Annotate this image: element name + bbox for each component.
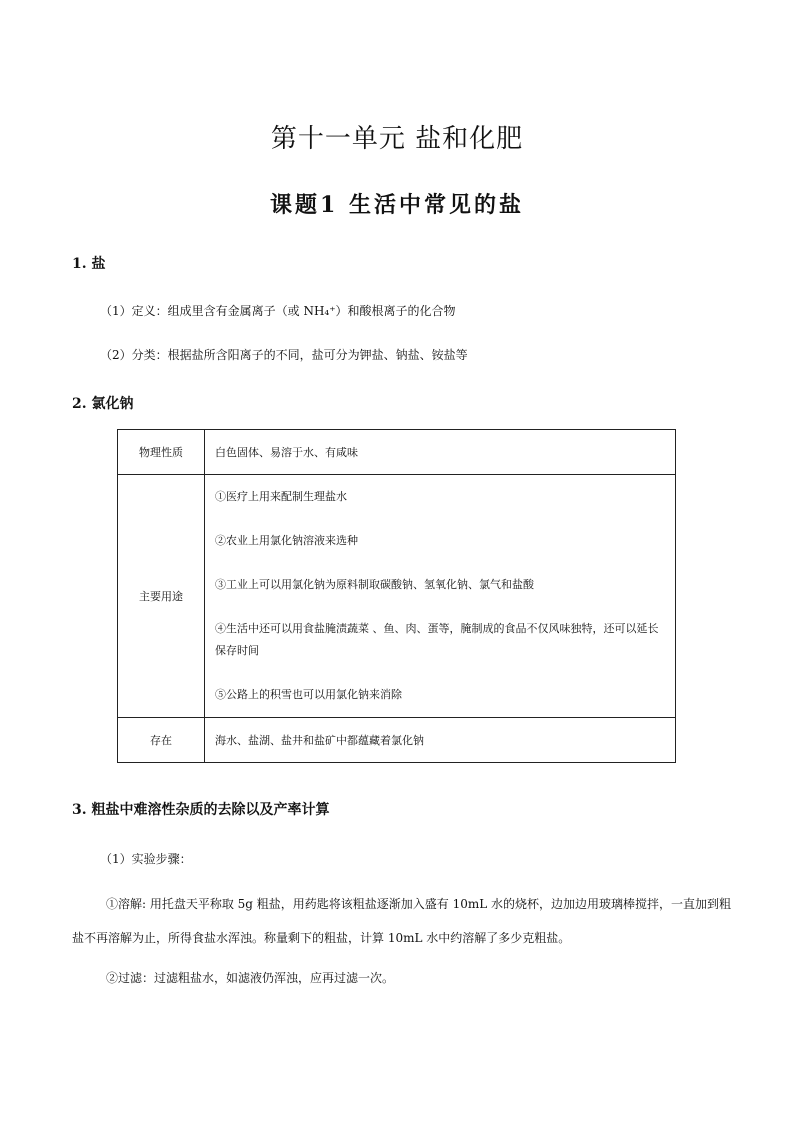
experiment-steps-label: （1）实验步骤： — [100, 852, 192, 866]
main-uses-label: 主要用途 — [118, 475, 205, 718]
existence-value: 海水、盐湖、盐井和盐矿中都蕴藏着氯化钠 — [205, 718, 676, 763]
lesson-title: 课题1 生活中常见的盐 — [270, 192, 524, 218]
nacl-properties-table — [117, 429, 676, 763]
table-row — [118, 718, 676, 763]
section-heading-nacl: 2. 氯化钠 — [72, 396, 134, 412]
salt-classification: （2）分类：根据盐所含阳离子的不同，盐可分为钾盐、钠盐、铵盐等 — [100, 348, 468, 362]
use-item: ②农业上用氯化钠溶液来选种 — [215, 534, 358, 547]
section-heading-salt: 1. 盐 — [72, 256, 106, 272]
physical-properties-value: 白色固体、易溶于水、有咸味 — [205, 430, 676, 475]
use-item: ①医疗上用来配制生理盐水 — [215, 490, 347, 503]
use-item: ④生活中还可以用食盐腌渍蔬菜 、鱼、肉、蛋等，腌制成的食品不仅风味独特，还可以延长保存时间 — [215, 622, 659, 657]
table-row — [118, 475, 676, 718]
salt-definition: （1）定义：组成里含有金属离子（或 NH₄⁺）和酸根离子的化合物 — [100, 304, 456, 318]
step-filter: ②过滤：过滤粗盐水，如滤液仍浑浊，应再过滤一次。 — [106, 971, 395, 985]
main-uses-list — [205, 475, 676, 718]
use-item: ③工业上可以用氯化钠为原料制取碳酸钠、氢氧化钠、氯气和盐酸 — [215, 578, 534, 591]
section-heading-crude-salt: 3. 粗盐中难溶性杂质的去除以及产率计算 — [72, 802, 330, 818]
step-dissolve: ①溶解: 用托盘天平称取 5g 粗盐，用药匙将该粗盐逐渐加入盛有 10mL 水的烧杯，边加边用玻璃棒搅拌，一直加到粗盐不再溶解为止，所得食盐水浑浊。称量剩下的粗盐，计算 10mL 水中约溶解了多少克粗盐。 — [72, 897, 732, 945]
chapter-title: 第十一单元 盐和化肥 — [270, 124, 524, 154]
table-row — [118, 430, 676, 475]
use-item: ⑤公路上的积雪也可以用氯化钠来消除 — [215, 688, 402, 701]
physical-properties-label: 物理性质 — [118, 430, 205, 475]
existence-label: 存在 — [118, 718, 205, 763]
